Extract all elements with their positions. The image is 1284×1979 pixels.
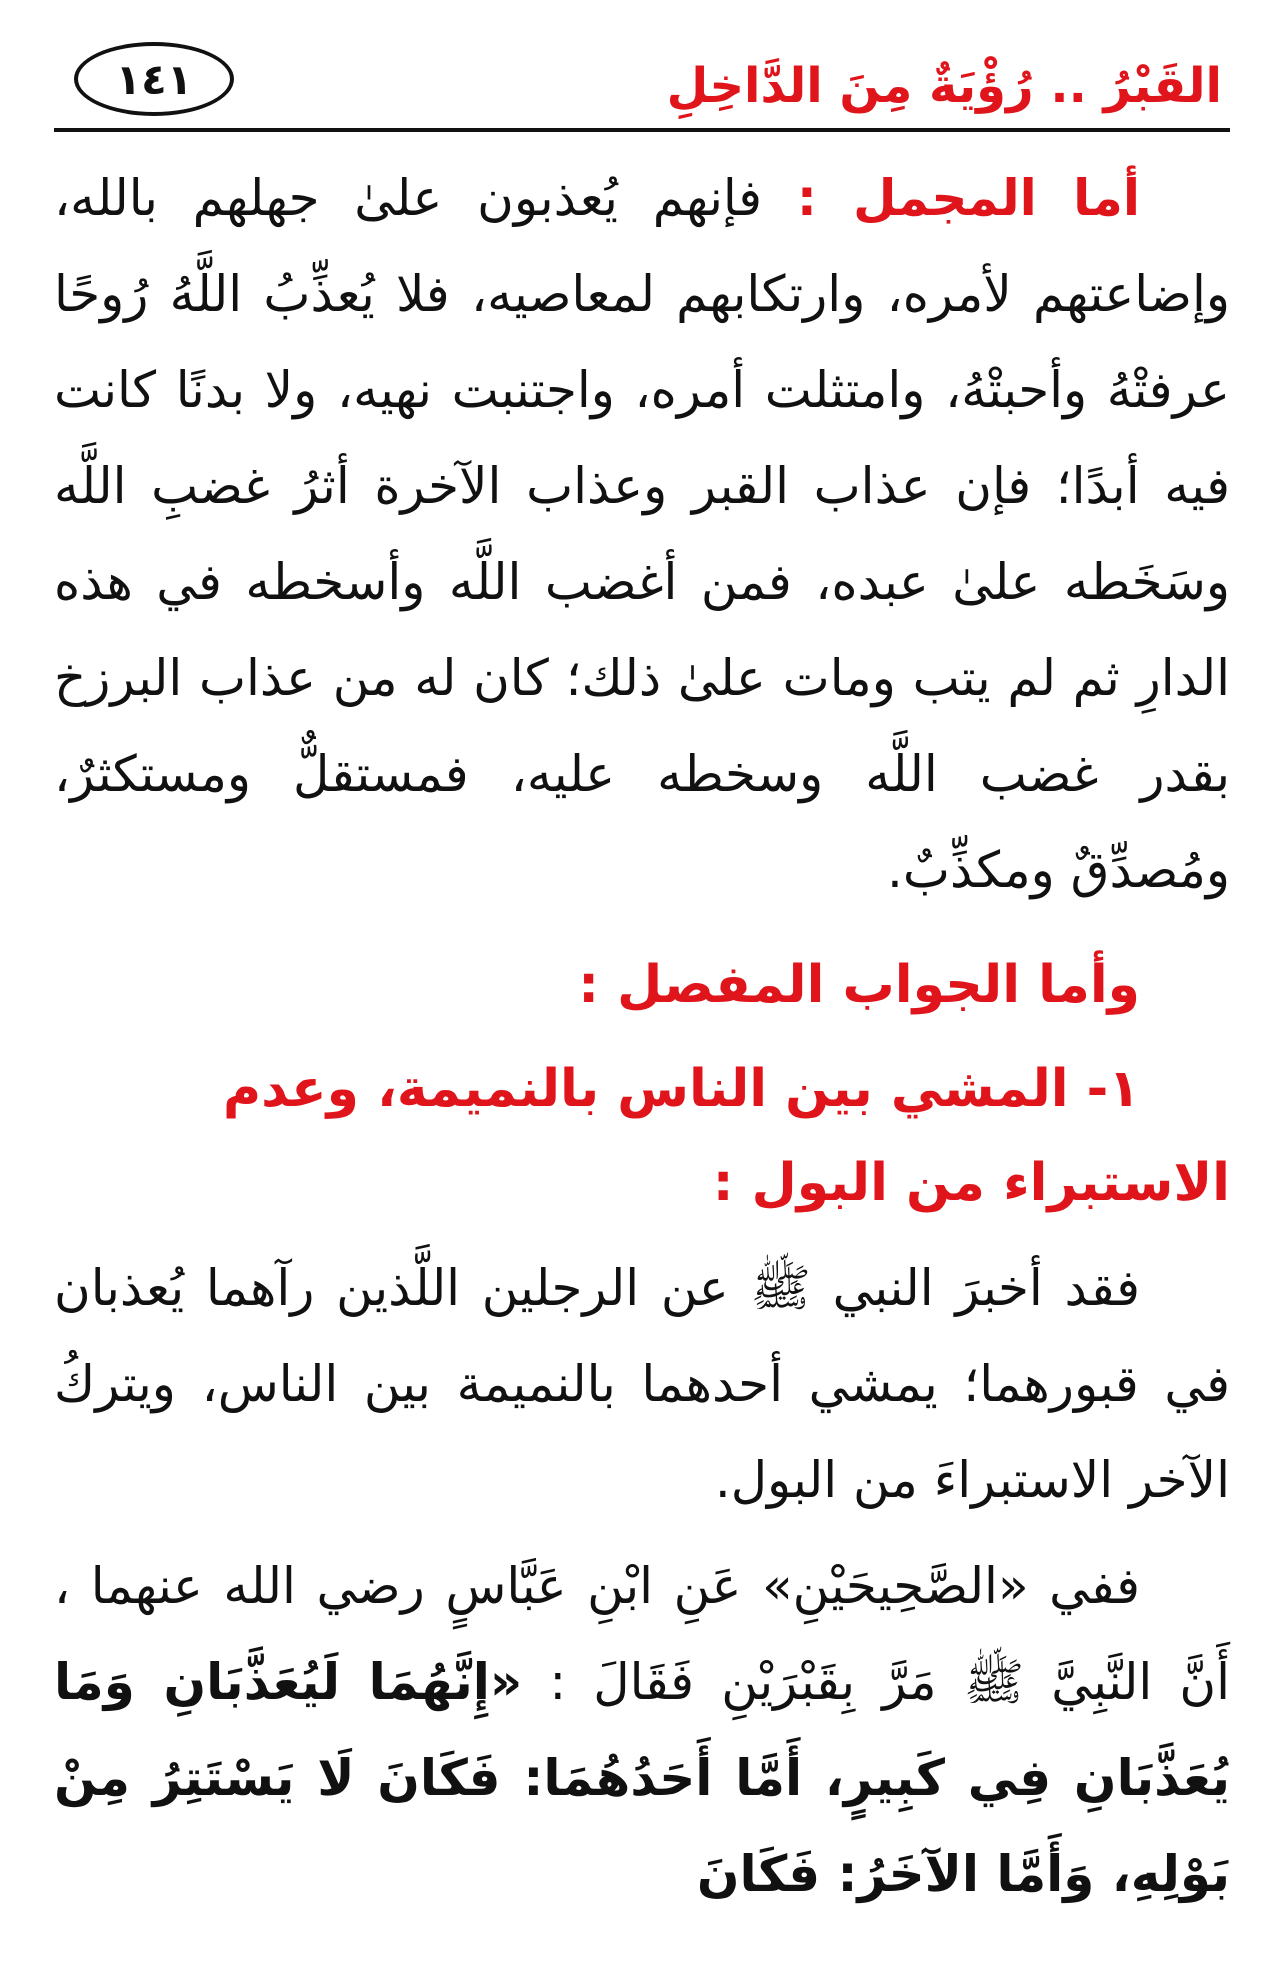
hadith-paragraph [54,1538,1230,1922]
spacer [54,1230,1230,1240]
spacer [54,1032,1230,1042]
page-header [54,36,1230,132]
item-1-heading: ١- المشي بين الناس بالنميمة، وعدم الاستبراء من البول : [222,1059,1230,1213]
item-1-paragraph: فقد أخبرَ النبي ﷺ عن الرجلين اللَّذين رآهما يُعذبان في قبورهما؛ يمشي أحدهما بالنميمة بين الناس، ويتركُ الآخر الاستبراءَ من البول. [54,1259,1230,1509]
general-answer-paragraph [54,150,1230,918]
page-body [54,150,1230,1922]
page-number: ١٤١ [74,42,234,116]
spacer [54,1528,1230,1538]
spacer [54,918,1230,938]
hadith-text: «إِنَّهُمَا لَيُعَذَّبَانِ وَمَا يُعَذَّبَانِ فِي كَبِيرٍ، أَمَّا أَحَدُهُمَا: فَكَانَ لَا يَسْتَتِرُ مِنْ بَوْلِهِ، وَأَمَّا الآخَرُ: فَكَانَ [54,1653,1230,1903]
general-answer-text: فإنهم يُعذبون علىٰ جهلهم بالله، وإضاعتهم لأمره، وارتكابهم لمعاصيه، فلا يُعذِّبُ اللَّهُ رُوحًا عرفتْهُ وأحبتْهُ، وامتثلت أمره، واجتنبت نهيه، ولا بدنًا كانت فيه أبدًا؛ فإن عذاب القبر وعذاب الآخرة أثرُ غضبِ اللَّه وسَخَطه علىٰ عبده، فمن أغضب اللَّه وأسخطه في هذه الدارِ ثم لم يتب ومات علىٰ ذلك؛ كان له من عذاب البرزخ بقدر غضب اللَّه وسخطه عليه، فمستقلٌّ ومستكثرٌ، ومُصدِّقٌ ومكذِّبٌ. [54,169,1230,899]
detailed-answer-heading: وأما الجواب المفصل : [578,955,1140,1015]
running-title: القَبْرُ .. رُؤْيَةٌ مِنَ الدَّاخِلِ [666,58,1222,114]
hadith-intro: ففي «الصَّحِيحَيْنِ» عَنِ ابْنِ عَبَّاسٍ رضي الله عنهما ، أَنَّ النَّبِيَّ ﷺ مَرَّ بِقَبْرَيْنِ فَقَالَ : [54,1557,1230,1711]
general-answer-label: أما المجمل : [796,169,1140,227]
